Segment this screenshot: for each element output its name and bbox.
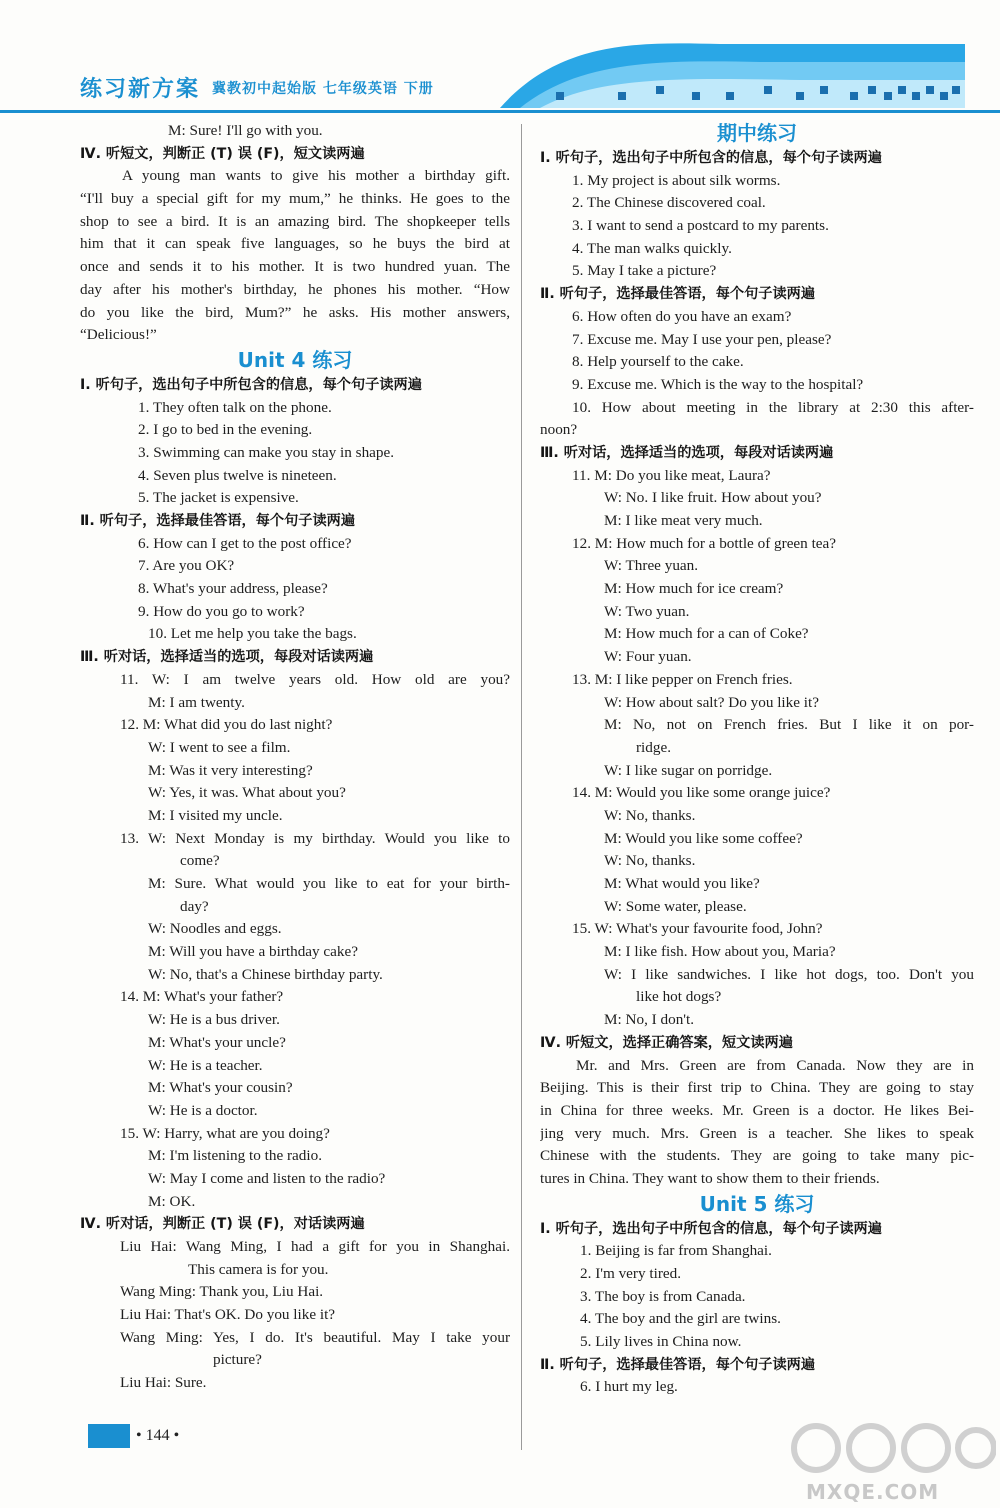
list-item: 2. I go to bed in the evening. — [138, 421, 313, 439]
dialogue-line: W: Yes, it was. What about you? — [148, 784, 346, 802]
section-heading: Ⅰ. 听句子，选出句子中所包含的信息，每个句子读两遍 — [540, 1220, 882, 1237]
header-rule — [0, 110, 1000, 113]
dialogue-line: M: I visited my uncle. — [148, 806, 283, 824]
dialogue-line: W: I like sugar on porridge. — [604, 761, 773, 779]
dialogue-line: 13. M: I like pepper on French fries. — [572, 670, 793, 688]
dialogue-line: W: No. I like fruit. How about you? — [604, 489, 822, 507]
dialogue-line: W: He is a teacher. — [148, 1056, 263, 1074]
unit-title: 期中练习 — [717, 121, 797, 145]
passage-line: Chinese with the students. They are going to take many pic- — [540, 1147, 974, 1165]
dialogue-line: Liu Hai: That's OK. Do you like it? — [120, 1306, 336, 1324]
dialogue-line: M: Would you like some coffee? — [604, 829, 803, 847]
dialogue-line: W: He is a bus driver. — [148, 1011, 280, 1029]
dialogue-line: M: How much for a can of Coke? — [604, 625, 809, 643]
list-item: 8. What's your address, please? — [138, 580, 328, 598]
dialogue-line: Liu Hai: Sure. — [120, 1374, 207, 1392]
dialogue-line: W: May I come and listen to the radio? — [148, 1169, 386, 1187]
section-heading: Ⅳ. 听短文，判断正 (T) 误 (F)，短文读两遍 — [80, 145, 365, 162]
dialogue-line: M: What's your cousin? — [148, 1079, 293, 1097]
list-item: 1. They often talk on the phone. — [138, 398, 332, 416]
page-number-bar — [88, 1424, 130, 1448]
dialogue-line: Wang Ming: Yes, I do. It's beautiful. May I take your — [120, 1328, 510, 1346]
book-title: 练习新方案 — [80, 76, 201, 102]
passage-line: “Delicious!” — [80, 326, 157, 344]
dialogue-line: M: No, I don't. — [604, 1011, 695, 1029]
dialogue-line: W: I went to see a film. — [148, 738, 291, 756]
page-number: • 144 • — [136, 1427, 180, 1444]
list-item: 6. How can I get to the post office? — [138, 534, 352, 552]
watermark-text: MXQE.COM — [806, 1480, 940, 1504]
dialogue-line: M: What's your uncle? — [148, 1033, 286, 1051]
dialogue-line: W: No, thanks. — [604, 806, 696, 824]
dialogue-line: M: I like meat very much. — [604, 512, 763, 529]
section-heading: Ⅲ. 听对话，选择适当的选项，每段对话读两遍 — [80, 649, 374, 666]
passage-line: A young man wants to give his mother a birthday gift. — [122, 167, 510, 185]
dialogue-line: ridge. — [636, 738, 672, 756]
list-item: 9. How do you go to work? — [138, 602, 305, 620]
dialogue-line: M: Sure. What would you like to eat for your birth- — [148, 875, 510, 892]
section-heading: Ⅱ. 听句子，选择最佳答语，每个句子读两遍 — [80, 513, 356, 529]
list-item: 10. How about meeting in the library at 2:30 this after- — [572, 398, 974, 416]
list-item: 4. Seven plus twelve is nineteen. — [138, 466, 337, 484]
passage-line: Beijing. This is their first trip to China. They are going to stay — [540, 1079, 974, 1097]
dialogue-line: 11. M: Do you like meat, Laura? — [572, 466, 771, 484]
column-divider — [521, 124, 522, 1450]
dialogue-line: W: He is a doctor. — [148, 1101, 258, 1119]
dialogue-line: W: Three yuan. — [604, 557, 699, 575]
list-item: 10. Let me help you take the bags. — [148, 625, 357, 643]
section-heading: Ⅲ. 听对话，选择适当的选项，每段对话读两遍 — [540, 444, 834, 461]
dialogue-line: 14. M: What's your father? — [120, 988, 284, 1006]
dialogue-line: M: No, not on French fries. But I like it on por- — [604, 716, 974, 734]
dialogue-line: M: I'm listening to the radio. — [148, 1147, 322, 1165]
list-item: 6. I hurt my leg. — [580, 1378, 678, 1396]
passage-line: in China for three weeks. Mr. Green is a doctor. He likes Bei- — [540, 1101, 974, 1119]
dialogue-line: W: Two yuan. — [604, 602, 690, 620]
dialogue-line: like hot dogs? — [636, 988, 722, 1006]
dialogue-line: M: I am twenty. — [148, 693, 245, 711]
dialogue-line: W: Four yuan. — [604, 648, 692, 666]
list-item: 1. Beijing is far from Shanghai. — [580, 1242, 772, 1260]
passage-line: day after his mother's birthday, he phones his mother. “How — [80, 280, 510, 298]
book-subtitle: 冀教初中起始版 七年级英语 下册 — [212, 81, 434, 97]
dialogue-line: M: Will you have a birthday cake? — [148, 943, 358, 961]
dialogue-line: 15. W: What's your favourite food, John? — [572, 920, 823, 938]
section-heading: Ⅳ. 听短文，选择正确答案，短文读两遍 — [540, 1034, 793, 1051]
dialogue-line: W: No, thanks. — [604, 852, 696, 870]
left-column — [80, 120, 510, 1395]
dialogue-line: 12. M: What did you do last night? — [120, 716, 333, 734]
passage-line: jing very much. Mrs. Green is a teacher. She likes to speak — [540, 1124, 974, 1142]
text-line: M: Sure! I'll go with you. — [168, 122, 323, 139]
dialogue-line: 15. W: Harry, what are you doing? — [120, 1124, 330, 1142]
list-item: 2. I'm very tired. — [580, 1265, 682, 1282]
dialogue-line: 14. M: Would you like some orange juice? — [572, 784, 831, 802]
list-item: 4. The boy and the girl are twins. — [580, 1310, 781, 1328]
list-item: 7. Excuse me. May I use your pen, please? — [572, 330, 832, 348]
section-heading: Ⅱ. 听句子，选择最佳答语，每个句子读两遍 — [540, 286, 816, 303]
passage-line: him that it can speak five languages, so he buys the bird at — [80, 235, 510, 253]
dialogue-line: 11. W: I am twelve years old. How old are you? — [120, 670, 510, 688]
section-heading: Ⅳ. 听对话，判断正 (T) 误 (F)，对话读两遍 — [80, 1216, 365, 1233]
list-item: noon? — [540, 421, 578, 439]
dialogue-line: This camera is for you. — [188, 1260, 329, 1278]
dialogue-line: M: How much for ice cream? — [604, 580, 784, 598]
list-item: 6. How often do you have an exam? — [572, 307, 792, 325]
right-column — [540, 120, 974, 1399]
list-item: 3. Swimming can make you stay in shape. — [138, 443, 395, 461]
unit-title: Unit 4 练习 — [237, 347, 353, 372]
list-item: 1. My project is about silk worms. — [572, 171, 781, 189]
dialogue-line: day? — [180, 897, 209, 915]
passage-line: do you like the bird, Mum?” he asks. His mother answers, — [80, 303, 510, 321]
list-item: 5. Lily lives in China now. — [580, 1333, 742, 1351]
list-item: 3. The boy is from Canada. — [580, 1287, 746, 1305]
dialogue-line: W: How about salt? Do you like it? — [604, 693, 819, 711]
section-heading: Ⅰ. 听句子，选出句子中所包含的信息，每个句子读两遍 — [540, 150, 882, 166]
passage-line: tures in China. They want to show them to their friends. — [540, 1169, 880, 1187]
list-item: 7. Are you OK? — [138, 557, 235, 575]
list-item: 5. The jacket is expensive. — [138, 489, 299, 507]
unit-title: Unit 5 练习 — [699, 1191, 815, 1216]
dialogue-line: W: I like sandwiches. I like hot dogs, too. Don't you — [604, 965, 974, 983]
dialogue-line: Wang Ming: Thank you, Liu Hai. — [120, 1283, 324, 1301]
list-item: 3. I want to send a postcard to my parents. — [572, 217, 829, 235]
dialogue-line: M: What would you like? — [604, 875, 760, 892]
list-item: 4. The man walks quickly. — [572, 239, 732, 257]
dialogue-line: W: Noodles and eggs. — [148, 920, 282, 938]
list-item: 9. Excuse me. Which is the way to the hospital? — [572, 375, 864, 393]
dialogue-line: W: No, that's a Chinese birthday party. — [148, 965, 383, 983]
section-heading: Ⅰ. 听句子，选出句子中所包含的信息，每个句子读两遍 — [80, 376, 422, 393]
passage-line: “I'll buy a special gift for my mum,” he thinks. He goes to the — [80, 190, 510, 208]
list-item: 8. Help yourself to the cake. — [572, 353, 744, 371]
dialogue-line: picture? — [213, 1351, 262, 1369]
dialogue-line: M: Was it very interesting? — [148, 761, 313, 779]
passage-line: shop to see a bird. It is an amazing bird. The shopkeeper tells — [80, 212, 510, 230]
dialogue-line: W: Some water, please. — [604, 897, 747, 915]
section-heading: Ⅱ. 听句子，选择最佳答语，每个句子读两遍 — [540, 1356, 816, 1373]
list-item: 5. May I take a picture? — [572, 262, 717, 280]
dialogue-line: M: I like fish. How about you, Maria? — [604, 943, 836, 961]
dialogue-line: M: OK. — [148, 1192, 196, 1210]
list-item: 2. The Chinese discovered coal. — [572, 194, 766, 212]
dialogue-line: Liu Hai: Wang Ming, I had a gift for you in Shanghai. — [120, 1238, 510, 1255]
passage-line: Mr. and Mrs. Green are from Canada. Now they are in — [576, 1056, 974, 1074]
passage-line: once and sends it to his mother. It is two hundred yuan. The — [80, 258, 510, 276]
dialogue-line: come? — [180, 852, 220, 870]
page-header — [0, 0, 1000, 118]
dialogue-line: 12. M: How much for a bottle of green tea? — [572, 534, 837, 552]
dialogue-line: 13. W: Next Monday is my birthday. Would you like to — [120, 829, 510, 847]
